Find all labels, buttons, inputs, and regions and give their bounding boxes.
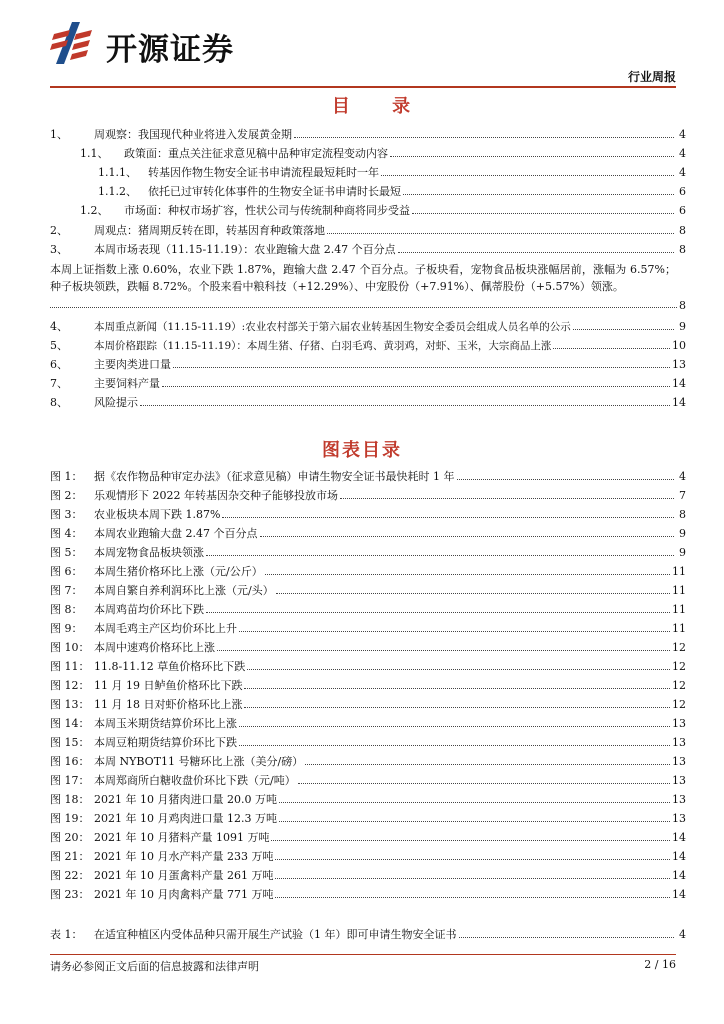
figure-entry[interactable] [50,658,686,674]
leader-dots [294,137,674,138]
toc-entry-number: 3、 [50,243,68,256]
figure-page: 14 [672,850,686,863]
toc-heading: 目 录 [331,96,429,117]
toc-entry-text: 市场面：种权市场扩容，性状公司与传统制种商将同步受益 [124,204,410,217]
figure-page: 12 [672,698,686,711]
figure-page: 11 [672,584,686,597]
toc-entry[interactable] [50,394,686,410]
figure-text: 2021 年 10 月鸡肉进口量 12.3 万吨 [94,812,277,825]
table-text: 在适宜种植区内受体品种只需开展生产试验（1 年）即可申请生物安全证书 [94,928,457,941]
figure-page: 4 [679,470,686,483]
footer-disclaimer: 请务必参阅正文后面的信息披露和法律声明 [50,960,259,973]
figure-entry[interactable] [50,620,686,636]
leader-dots [327,233,674,234]
toc-entry[interactable] [50,375,686,391]
figure-text: 本周郑商所白糖收盘价环比下跌（元/吨） [94,774,296,787]
leader-dots [279,802,670,803]
toc-entry-page: 4 [679,128,686,141]
toc-entry-number: 1.2、 [80,204,109,217]
figure-text: 本周 NYBOT11 号糖环比上涨（美分/磅） [94,755,304,768]
toc-entry[interactable] [50,337,686,353]
kaiyuan-logo-icon [50,20,94,66]
figure-page: 13 [672,793,686,806]
toc-entry-number: 5、 [50,339,68,352]
toc-entry-page: 14 [672,377,686,390]
leader-dots [275,859,670,860]
leader-dots [275,897,670,898]
figure-page: 13 [672,736,686,749]
toc-entry-text: 政策面：重点关注征求意见稿中品种审定流程变动内容 [124,147,388,160]
figure-entry[interactable] [50,544,686,560]
figure-page: 13 [672,755,686,768]
leader-dots [381,175,674,176]
toc-entry[interactable] [50,318,686,334]
figure-text: 本周玉米期货结算价环比上涨 [94,717,237,730]
leader-dots [340,498,674,499]
figure-text: 据《农作物品种审定办法》（征求意见稿）申请生物安全证书最快耗时 1 年 [94,470,455,483]
toc-entry-page: 14 [672,396,686,409]
figure-number: 图 16： [50,755,90,768]
leader-dots [403,194,674,195]
leader-dots [457,479,675,480]
figure-page: 9 [679,546,686,559]
figure-text: 2021 年 10 月猪肉进口量 20.0 万吨 [94,793,277,806]
figure-page: 13 [672,717,686,730]
toc-entry-text: 主要饲料产量 [94,377,160,390]
figure-number: 图 20： [50,831,90,844]
report-type-label: 行业周报 [627,70,676,84]
brand-name: 开源证券 [106,32,234,68]
figure-text: 本周毛鸡主产区均价环比上升 [94,622,237,635]
brand-logo [50,20,290,66]
figure-entry[interactable] [50,487,686,503]
market-summary-tail[interactable] [50,298,686,312]
figure-page: 12 [672,679,686,692]
figure-text: 2021 年 10 月猪料产量 1091 万吨 [94,831,270,844]
figure-number: 图 2： [50,489,83,502]
leader-dots [553,348,670,349]
figure-text: 11.8-11.12 草鱼价格环比下跌 [94,660,246,673]
figure-page: 8 [679,508,686,521]
figure-entry[interactable] [50,829,686,845]
toc-entry-text: 风险提示 [94,396,138,409]
figure-number: 图 17： [50,774,90,787]
figure-page: 11 [672,622,686,635]
figure-page: 14 [672,869,686,882]
table-entry[interactable] [50,926,686,942]
toc-entry-number: 6、 [50,358,68,371]
figure-entry[interactable] [50,525,686,541]
figure-entry[interactable] [50,886,686,902]
toc-entry-text: 主要肉类进口量 [94,358,171,371]
toc-entry-page: 9 [679,320,686,333]
figure-text: 本周宠物食品板块领涨 [94,546,204,559]
toc-entry-page: 8 [679,224,686,237]
figure-entry[interactable] [50,696,686,712]
toc-entry[interactable] [98,183,686,199]
toc-entry[interactable] [80,145,686,161]
leader-dots [279,821,670,822]
leader-dots [50,307,677,308]
figure-entry[interactable] [50,791,686,807]
figure-text: 农业板块本周下跌 1.87% [94,508,221,521]
leader-dots [573,329,674,330]
figure-text: 本周农业跑输大盘 2.47 个百分点 [94,527,258,540]
toc-entry-number: 1.1.2、 [98,185,137,198]
figure-number: 图 3： [50,508,83,521]
figure-text: 11 月 18 日对虾价格环比上涨 [94,698,243,711]
leader-dots [271,840,670,841]
figure-entry[interactable] [50,810,686,826]
figure-entry[interactable] [50,848,686,864]
figure-text: 本周生猪价格环比上涨（元/公斤） [94,565,263,578]
figure-text: 乐观情形下 2022 年转基因杂交种子能够投放市场 [94,489,338,502]
figure-number: 图 23： [50,888,90,901]
figure-page: 14 [672,831,686,844]
figure-page: 14 [672,888,686,901]
leader-dots [239,726,670,727]
toc-entry-number: 8、 [50,396,68,409]
figure-number: 图 7： [50,584,83,597]
toc-entry-page: 4 [679,166,686,179]
figure-number: 图 4： [50,527,83,540]
figure-text: 本周中速鸡价格环比上涨 [94,641,215,654]
leader-dots [173,367,670,368]
toc-entry[interactable] [50,241,686,257]
figures-heading: 图表目录 [322,440,402,461]
toc-entry-text: 周观察：我国现代种业将进入发展黄金期 [94,128,292,141]
toc-entry-number: 4、 [50,320,68,333]
page-header [50,18,676,90]
figure-entry[interactable] [50,468,686,484]
figure-text: 本周自繁自养利润环比上涨（元/头） [94,584,274,597]
figure-page: 12 [672,660,686,673]
figure-entry[interactable] [50,563,686,579]
leader-dots [222,517,674,518]
figure-number: 图 15： [50,736,90,749]
figure-entry[interactable] [50,506,686,522]
figure-entry[interactable] [50,867,686,883]
toc-entry-page: 6 [679,185,686,198]
figure-page: 13 [672,774,686,787]
toc-entry[interactable] [50,356,686,372]
leader-dots [206,612,670,613]
table-number: 表 1： [50,928,83,941]
figure-entry[interactable] [50,639,686,655]
toc-entry-text: 周观点：猪周期反转在即，转基因育种政策落地 [94,224,325,237]
toc-entry-number: 2、 [50,224,68,237]
leader-dots [459,937,675,938]
figure-text: 2021 年 10 月肉禽料产量 771 万吨 [94,888,274,901]
toc-entry-page: 8 [679,299,686,312]
footer-divider [50,954,676,955]
figure-number: 图 5： [50,546,83,559]
figure-number: 图 10： [50,641,90,654]
figure-number: 图 8： [50,603,83,616]
figure-number: 图 9： [50,622,83,635]
figure-number: 图 13： [50,698,90,711]
figure-page: 11 [672,565,686,578]
leader-dots [162,386,670,387]
toc-entry[interactable] [50,126,686,142]
toc-entry[interactable] [80,202,686,218]
toc-entry-text: 转基因作物生物安全证书申请流程最短耗时一年 [148,166,379,179]
figure-text: 本周鸡苗均价环比下跌 [94,603,204,616]
figure-text: 11 月 19 日鲈鱼价格环比下跌 [94,679,243,692]
figure-number: 图 14： [50,717,90,730]
toc-entry[interactable] [50,222,686,238]
figure-number: 图 19： [50,812,90,825]
leader-dots [206,555,674,556]
leader-dots [217,650,670,651]
toc-entry-number: 1、 [50,128,68,141]
toc-entry-page: 4 [679,147,686,160]
figure-number: 图 21： [50,850,90,863]
toc-entry-number: 1.1.1、 [98,166,137,179]
toc-entry-text: 本周重点新闻（11.15-11.19）:农业农村部关于第六届农业转基因生物安全委员会组成人员名单的公示 [94,321,571,333]
figure-page: 13 [672,812,686,825]
leader-dots [390,156,674,157]
figure-number: 图 1： [50,470,83,483]
leader-dots [265,574,670,575]
leader-dots [244,707,670,708]
figure-page: 12 [672,641,686,654]
figure-text: 2021 年 10 月水产料产量 233 万吨 [94,850,274,863]
toc-entry-text: 本周价格跟踪（11.15-11.19）：本周生猪、仔猪、白羽毛鸡、黄羽鸡，对虾、玉米，大宗商品上涨 [94,340,552,352]
leader-dots [276,593,670,594]
toc-entry-page: 13 [672,358,686,371]
leader-dots [305,764,670,765]
header-divider [50,86,676,88]
toc-entry-page: 6 [679,204,686,217]
figure-entry[interactable] [50,582,686,598]
toc-entry-text: 依托已过审转化体事件的生物安全证书申请时长最短 [148,185,401,198]
leader-dots [260,536,675,537]
figure-number: 图 22： [50,869,90,882]
figure-number: 图 12： [50,679,90,692]
figure-entry[interactable] [50,772,686,788]
figure-entry[interactable] [50,715,686,731]
market-summary-paragraph: 本周上证指数上涨 0.60%，农业下跌 1.87%，跑输大盘 2.47 个百分点。子板块看，宠物食品板块涨幅居前，涨幅为 6.57%；种子板块领跌，跌幅 8.72%。个股来看中粮科技（+12.29%）、中宠股份（+7.91%）、佩蒂股份（+5.57%）领涨。 [50,263,676,293]
figure-page: 11 [672,603,686,616]
figure-number: 图 6： [50,565,83,578]
figure-entry[interactable] [50,734,686,750]
leader-dots [298,783,670,784]
leader-dots [412,213,674,214]
figure-text: 2021 年 10 月蛋禽料产量 261 万吨 [94,869,274,882]
toc-entry-page: 10 [672,339,686,352]
leader-dots [140,405,670,406]
figure-entry[interactable] [50,601,686,617]
leader-dots [239,631,670,632]
leader-dots [275,878,670,879]
figure-number: 图 18： [50,793,90,806]
figure-entry[interactable] [50,677,686,693]
figure-entry[interactable] [50,753,686,769]
figure-page: 7 [679,489,686,502]
table-page: 4 [679,928,686,941]
figure-number: 图 11： [50,660,90,673]
leader-dots [398,252,674,253]
page-number: 2 / 16 [644,958,676,971]
leader-dots [244,688,670,689]
toc-entry-number: 7、 [50,377,68,390]
leader-dots [239,745,670,746]
figure-page: 9 [679,527,686,540]
toc-entry-number: 1.1、 [80,147,109,160]
leader-dots [247,669,670,670]
toc-entry[interactable] [98,164,686,180]
toc-entry-page: 8 [679,243,686,256]
figure-text: 本周豆粕期货结算价环比下跌 [94,736,237,749]
toc-entry-text: 本周市场表现（11.15-11.19）：农业跑输大盘 2.47 个百分点 [94,243,396,256]
